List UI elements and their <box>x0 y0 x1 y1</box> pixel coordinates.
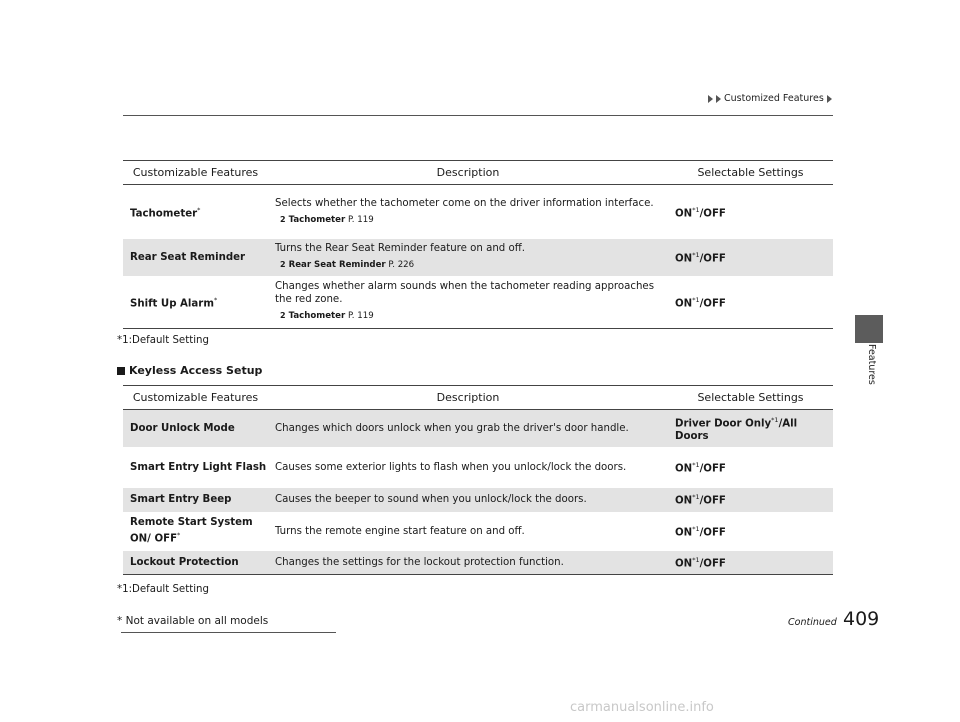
feature-cell <box>123 488 268 512</box>
default-mark: *1 <box>692 205 700 214</box>
reference-page: P. 119 <box>347 311 374 322</box>
default-mark: *1 <box>692 295 700 304</box>
page-number: 409 <box>843 608 880 630</box>
reference-title: Tachometer <box>288 214 346 225</box>
description-cell <box>268 551 668 575</box>
feature-name: Lockout Protection <box>130 556 239 568</box>
section-heading-text: Keyless Access Setup <box>129 364 263 377</box>
reference-arrow-icon: 2 <box>280 311 286 321</box>
reference-page: P. 226 <box>388 260 415 270</box>
table-row <box>123 551 833 575</box>
feature-name: Remote Start System ON/ OFF <box>130 517 253 545</box>
feature-description: Causes some exterior lights to flash when you unlock/lock the doors. <box>275 461 627 473</box>
feature-description: Causes the beeper to sound when you unlock/lock the doors. <box>275 494 587 505</box>
setting-default: ON <box>675 253 693 265</box>
setting-alternative: /OFF <box>699 253 726 265</box>
table-row <box>123 239 833 276</box>
table-header-row <box>123 161 833 185</box>
page-reference <box>275 213 668 227</box>
setting-cell <box>668 185 833 239</box>
reference-title: Rear Seat Reminder <box>288 260 386 270</box>
setting-cell <box>668 488 833 512</box>
setting-cell <box>668 276 833 329</box>
feature-name: Door Unlock Mode <box>130 422 235 434</box>
feature-cell <box>123 410 268 447</box>
feature-cell <box>123 551 268 575</box>
column-header: Selectable Settings <box>668 161 833 185</box>
setting-default: ON <box>675 207 693 219</box>
setting-cell <box>668 447 833 488</box>
section-heading <box>117 364 262 377</box>
footnote-rule <box>121 632 336 633</box>
section-tab-text: Features <box>866 344 877 385</box>
setting-alternative: /OFF <box>699 495 726 507</box>
setting-cell <box>668 239 833 276</box>
table-row <box>123 185 833 239</box>
table-row <box>123 276 833 329</box>
setting-cell <box>668 551 833 575</box>
page-reference <box>275 309 668 323</box>
availability-mark: * <box>177 531 181 540</box>
feature-name: Tachometer <box>130 207 198 219</box>
table-row <box>123 410 833 447</box>
table-row <box>123 447 833 488</box>
column-header: Customizable Features <box>123 386 268 410</box>
feature-description: Changes the settings for the lockout protection function. <box>275 556 564 568</box>
triangle-right-icon <box>716 95 721 103</box>
setting-cell <box>668 512 833 551</box>
setting-default: ON <box>675 527 693 539</box>
feature-cell <box>123 276 268 329</box>
description-cell <box>268 185 668 239</box>
reference-arrow-icon: 2 <box>280 260 286 269</box>
feature-cell <box>123 512 268 551</box>
feature-name: Rear Seat Reminder <box>130 251 246 263</box>
breadcrumb-label: Customized Features <box>724 93 824 104</box>
description-cell <box>268 410 668 447</box>
description-cell <box>268 512 668 551</box>
column-header: Customizable Features <box>123 161 268 185</box>
table-row <box>123 512 833 551</box>
availability-mark: * <box>197 205 201 214</box>
default-mark: *1 <box>692 524 700 533</box>
feature-description: Changes whether alarm sounds when the tachometer reading approaches the red zone. <box>275 281 655 306</box>
feature-description: Turns the remote engine start feature on and off. <box>275 525 525 537</box>
table-row <box>123 488 833 512</box>
description-cell <box>268 488 668 512</box>
default-mark: *1 <box>692 250 700 259</box>
customization-table-keyless <box>123 385 833 575</box>
setting-alternative: /OFF <box>699 297 726 309</box>
description-cell <box>268 239 668 276</box>
default-mark: *1 <box>692 460 700 469</box>
watermark: carmanualsonline.info <box>570 700 714 715</box>
section-tab-label <box>849 344 889 394</box>
availability-mark: * <box>213 295 218 304</box>
setting-default: Driver Door Only <box>675 417 772 429</box>
feature-description: Turns the Rear Seat Reminder feature on and off. <box>275 243 525 254</box>
setting-default: ON <box>675 297 693 309</box>
breadcrumb <box>708 93 832 104</box>
column-header: Description <box>268 161 668 185</box>
setting-default: ON <box>675 495 693 507</box>
setting-cell <box>668 410 833 447</box>
column-header: Description <box>268 386 668 410</box>
feature-cell <box>123 185 268 239</box>
setting-alternative: /OFF <box>699 527 726 539</box>
square-bullet-icon <box>117 367 125 375</box>
feature-cell <box>123 447 268 488</box>
column-header: Selectable Settings <box>668 386 833 410</box>
reference-page: P. 119 <box>347 214 374 225</box>
setting-alternative: /OFF <box>699 558 726 570</box>
page-reference <box>275 258 668 272</box>
feature-name: Smart Entry Beep <box>130 494 232 505</box>
feature-cell <box>123 239 268 276</box>
default-mark: *1 <box>692 493 700 502</box>
customization-table-general <box>123 160 833 329</box>
header-rule <box>123 115 833 116</box>
table-header-row <box>123 386 833 410</box>
reference-title: Tachometer <box>288 311 346 322</box>
footnote: * Not available on all models <box>117 615 269 627</box>
feature-description: Selects whether the tachometer come on the driver information interface. <box>275 197 654 209</box>
setting-alternative: /OFF <box>699 463 726 475</box>
description-cell <box>268 276 668 329</box>
setting-alternative: /All Doors <box>675 417 798 442</box>
setting-default: ON <box>675 463 693 475</box>
section-tab-marker <box>855 315 883 343</box>
setting-alternative: /OFF <box>699 207 726 219</box>
description-cell <box>268 447 668 488</box>
feature-name: Smart Entry Light Flash <box>130 461 267 473</box>
reference-arrow-icon: 2 <box>280 214 286 224</box>
triangle-right-icon <box>708 95 713 103</box>
feature-name: Shift Up Alarm <box>130 297 214 309</box>
triangle-right-icon <box>827 95 832 103</box>
continued-label: Continued <box>788 617 837 628</box>
default-setting-note: *1:Default Setting <box>117 335 209 346</box>
default-setting-note: *1:Default Setting <box>117 584 209 595</box>
setting-default: ON <box>675 558 693 570</box>
default-mark: *1 <box>692 556 700 565</box>
default-mark: *1 <box>771 415 779 424</box>
feature-description: Changes which doors unlock when you grab the driver's door handle. <box>275 422 629 434</box>
